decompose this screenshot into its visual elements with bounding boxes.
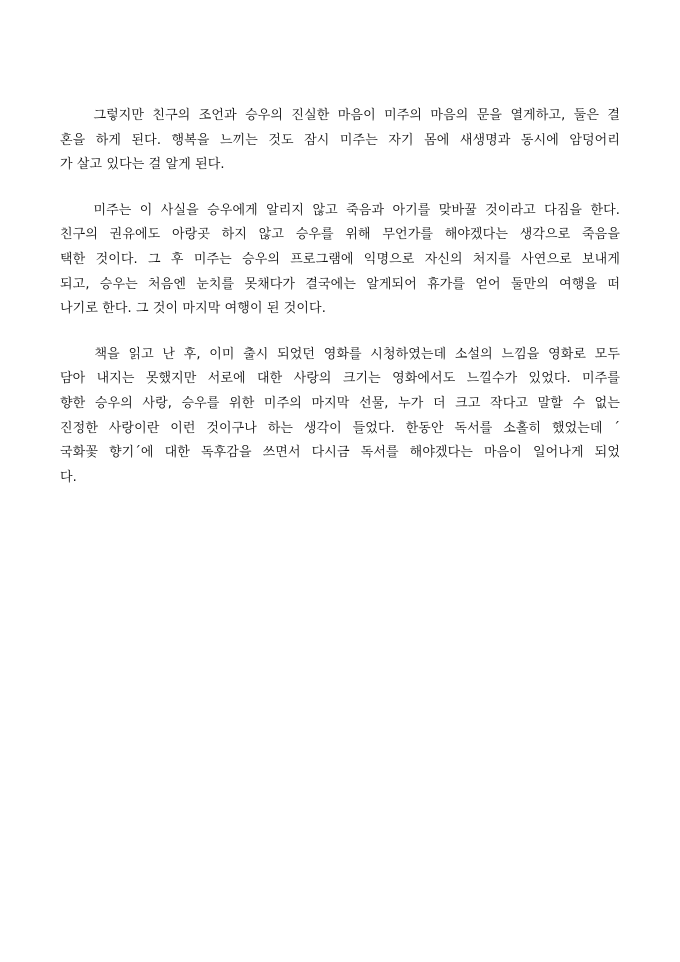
text-line: 가 살고 있다는 걸 알게 된다. [60, 157, 225, 173]
text-line: 그렇지만 친구의 조언과 승우의 진실한 마음이 미주의 마음의 문을 열게하고, 둘은 결 [60, 108, 620, 123]
text-line: 혼을 하게 된다. 행복을 느끼는 것도 잠시 미주는 자기 몸에 새생명과 동시에 암덩어리 [60, 132, 620, 148]
text-line: 다. [60, 469, 77, 485]
text-line: 택한 것이다. 그 후 미주는 승우의 프로그램에 익명으로 자신의 처지를 사연으로 보내게 [60, 251, 620, 267]
text-line: 미주는 이 사실을 승우에게 알리지 않고 죽음과 아기를 맞바꿀 것이라고 다짐을 한다. [60, 202, 620, 218]
text-line: 국화꽃 향기´에 대한 독후감을 쓰면서 다시금 독서를 해야겠다는 마음이 일어나게 되었 [60, 445, 620, 461]
text-line: 책을 읽고 난 후, 이미 출시 되었던 영화를 시청하였는데 소설의 느낌을 영화로 모두 [60, 346, 620, 362]
paragraph-3 [60, 343, 620, 491]
text-line: 진정한 사랑이란 이런 것이구나 하는 생각이 들었다. 한동안 독서를 소홀히 했었는데 ´ [60, 420, 620, 436]
paragraph-2 [60, 199, 620, 322]
text-line: 되고, 승우는 처음엔 눈치를 못채다가 결국에는 알게되어 휴가를 얻어 둘만의 여행을 떠 [60, 276, 620, 292]
text-line: 향한 승우의 사랑, 승우를 위한 미주의 마지막 선물, 누가 더 크고 작다고 말할 수 없는 [60, 395, 620, 411]
text-line: 친구의 권유에도 아랑곳 하지 않고 승우를 위해 무언가를 해야겠다는 생각으로 죽음을 [60, 227, 620, 243]
paragraph-1 [60, 104, 620, 178]
document-body [60, 104, 620, 511]
text-line: 담아 내지는 못했지만 서로에 대한 사랑의 크기는 영화에서도 느낄수가 있었다. 미주를 [60, 371, 620, 387]
text-line: 나기로 한다. 그 것이 마지막 여행이 된 것이다. [60, 301, 326, 317]
